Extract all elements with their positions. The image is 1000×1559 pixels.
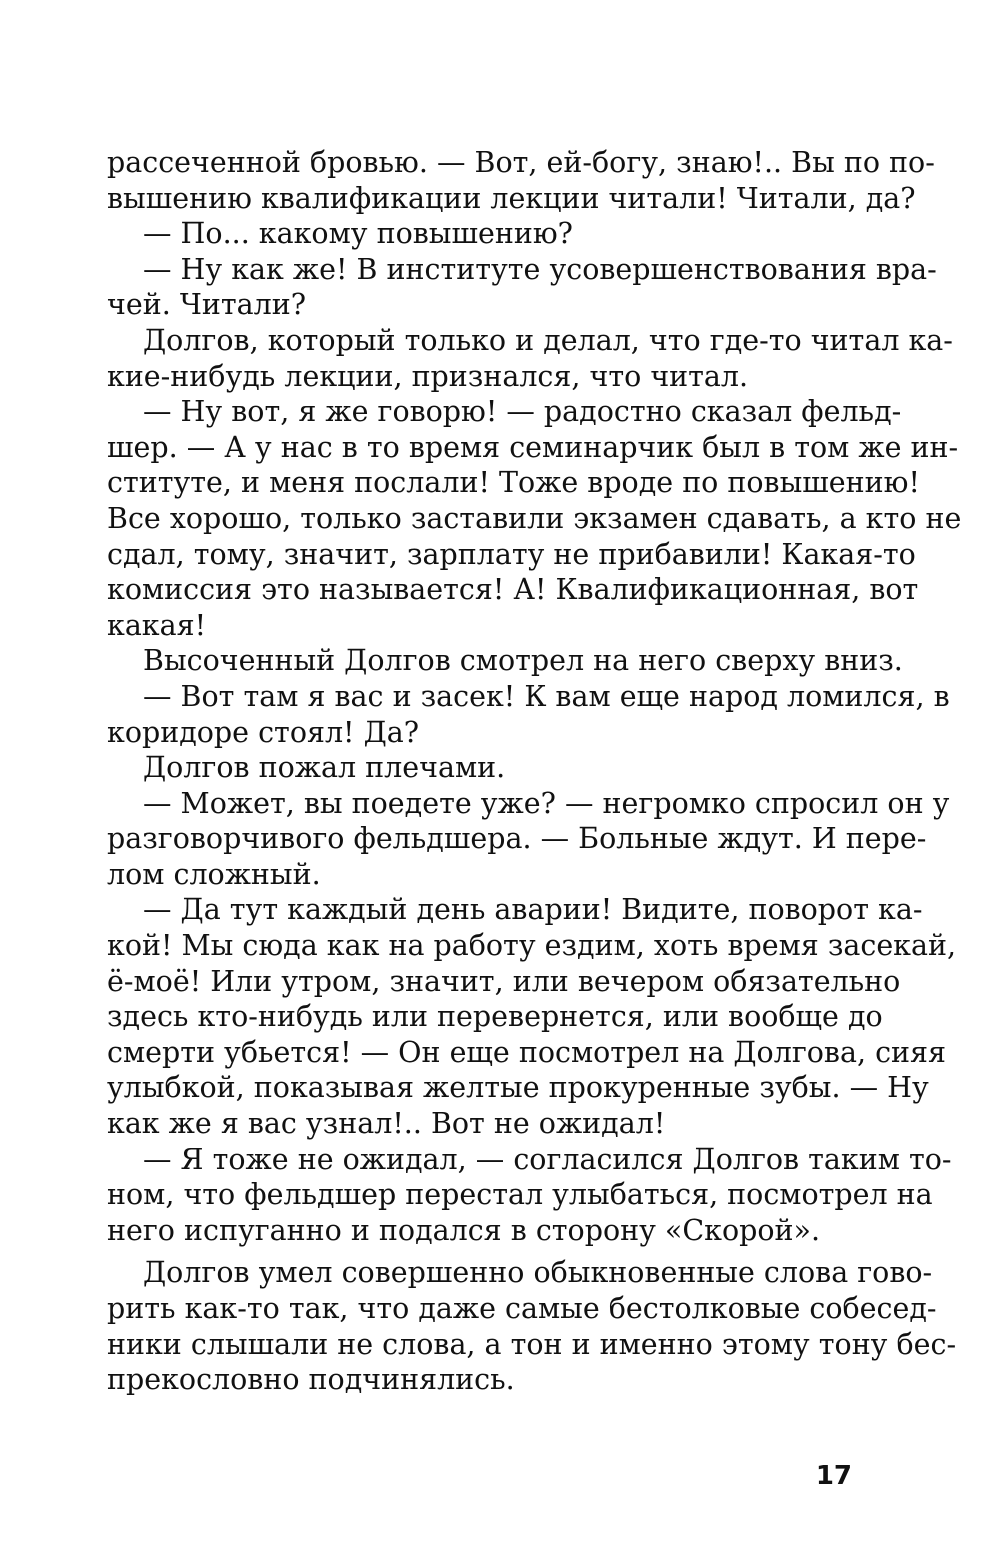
text-line: Все хорошо, только заставили экзамен сдавать, а кто не xyxy=(107,501,962,535)
text-line: как же я вас узнал!.. Вот не ожидал! xyxy=(107,1107,666,1141)
text-line: Долгов пожал плечами. xyxy=(143,751,506,785)
text-line: ституте, и меня послали! Тоже вроде по повышению! xyxy=(107,466,920,500)
text-line: него испуганно и подался в сторону «Скорой». xyxy=(107,1213,821,1247)
text-line: Долгов, который только и делал, что где-то читал ка- xyxy=(143,323,953,357)
text-line: разговорчивого фельдшера. — Больные ждут. И пере- xyxy=(107,822,927,856)
text-line: рить как-то так, что даже самые бестолковые собесед- xyxy=(107,1292,937,1325)
text-line: — Ну как же! В институте усовершенствования вра- xyxy=(143,252,937,286)
text-line: ном, что фельдшер перестал улыбаться, посмотрел на xyxy=(107,1178,933,1212)
text-line: ё-моё! Или утром, значит, или вечером обязательно xyxy=(107,964,901,998)
text-line: смерти убьется! — Он еще посмотрел на Долгова, сияя xyxy=(107,1035,946,1069)
text-line: сдал, тому, значит, зарплату не прибавили! Какая-то xyxy=(107,537,916,571)
text-line: комиссия это называется! А! Квалификационная, вот xyxy=(107,573,919,607)
text-line: Высоченный Долгов смотрел на него сверху вниз. xyxy=(143,644,903,678)
text-line: лом сложный. xyxy=(107,857,321,891)
text-line: — Я тоже не ожидал, — согласился Долгов таким то- xyxy=(143,1142,952,1176)
text-line: — По... какому повышению? xyxy=(143,217,573,251)
body-text xyxy=(107,145,962,1398)
text-line: ники слышали не слова, а тон и именно этому тону бес- xyxy=(107,1327,957,1361)
text-line: коридоре стоял! Да? xyxy=(107,715,420,749)
text-line: улыбкой, показывая желтые прокуренные зубы. — Ну xyxy=(107,1071,929,1105)
text-line: — Да тут каждый день аварии! Видите, поворот ка- xyxy=(143,893,923,927)
text-line: — Вот там я вас и засек! К вам еще народ ломился, в xyxy=(143,679,950,713)
text-line: какая! xyxy=(107,608,207,642)
text-line: чей. Читали? xyxy=(107,288,306,322)
text-line: здесь кто-нибудь или перевернется, или вообще до xyxy=(107,1000,883,1034)
text-line: шер. — А у нас в то время семинарчик был в том же ин- xyxy=(107,430,959,464)
text-line: — Ну вот, я же говорю! — радостно сказал фельд- xyxy=(143,395,902,429)
text-line: вышению квалификации лекции читали! Читали, да? xyxy=(107,181,916,215)
text-line: кие-нибудь лекции, признался, что читал. xyxy=(107,359,749,393)
text-line: прекословно подчинялись. xyxy=(107,1363,515,1397)
text-line: рассеченной бровью. — Вот, ей-богу, знаю!.. Вы по по- xyxy=(107,146,935,179)
page-number: 17 xyxy=(815,1461,852,1491)
text-line: кой! Мы сюда как на работу ездим, хоть время засекай, xyxy=(107,929,957,963)
text-line: — Может, вы поедете уже? — негромко спросил он у xyxy=(143,786,950,820)
text-line: Долгов умел совершенно обыкновенные слова гово- xyxy=(143,1256,933,1290)
